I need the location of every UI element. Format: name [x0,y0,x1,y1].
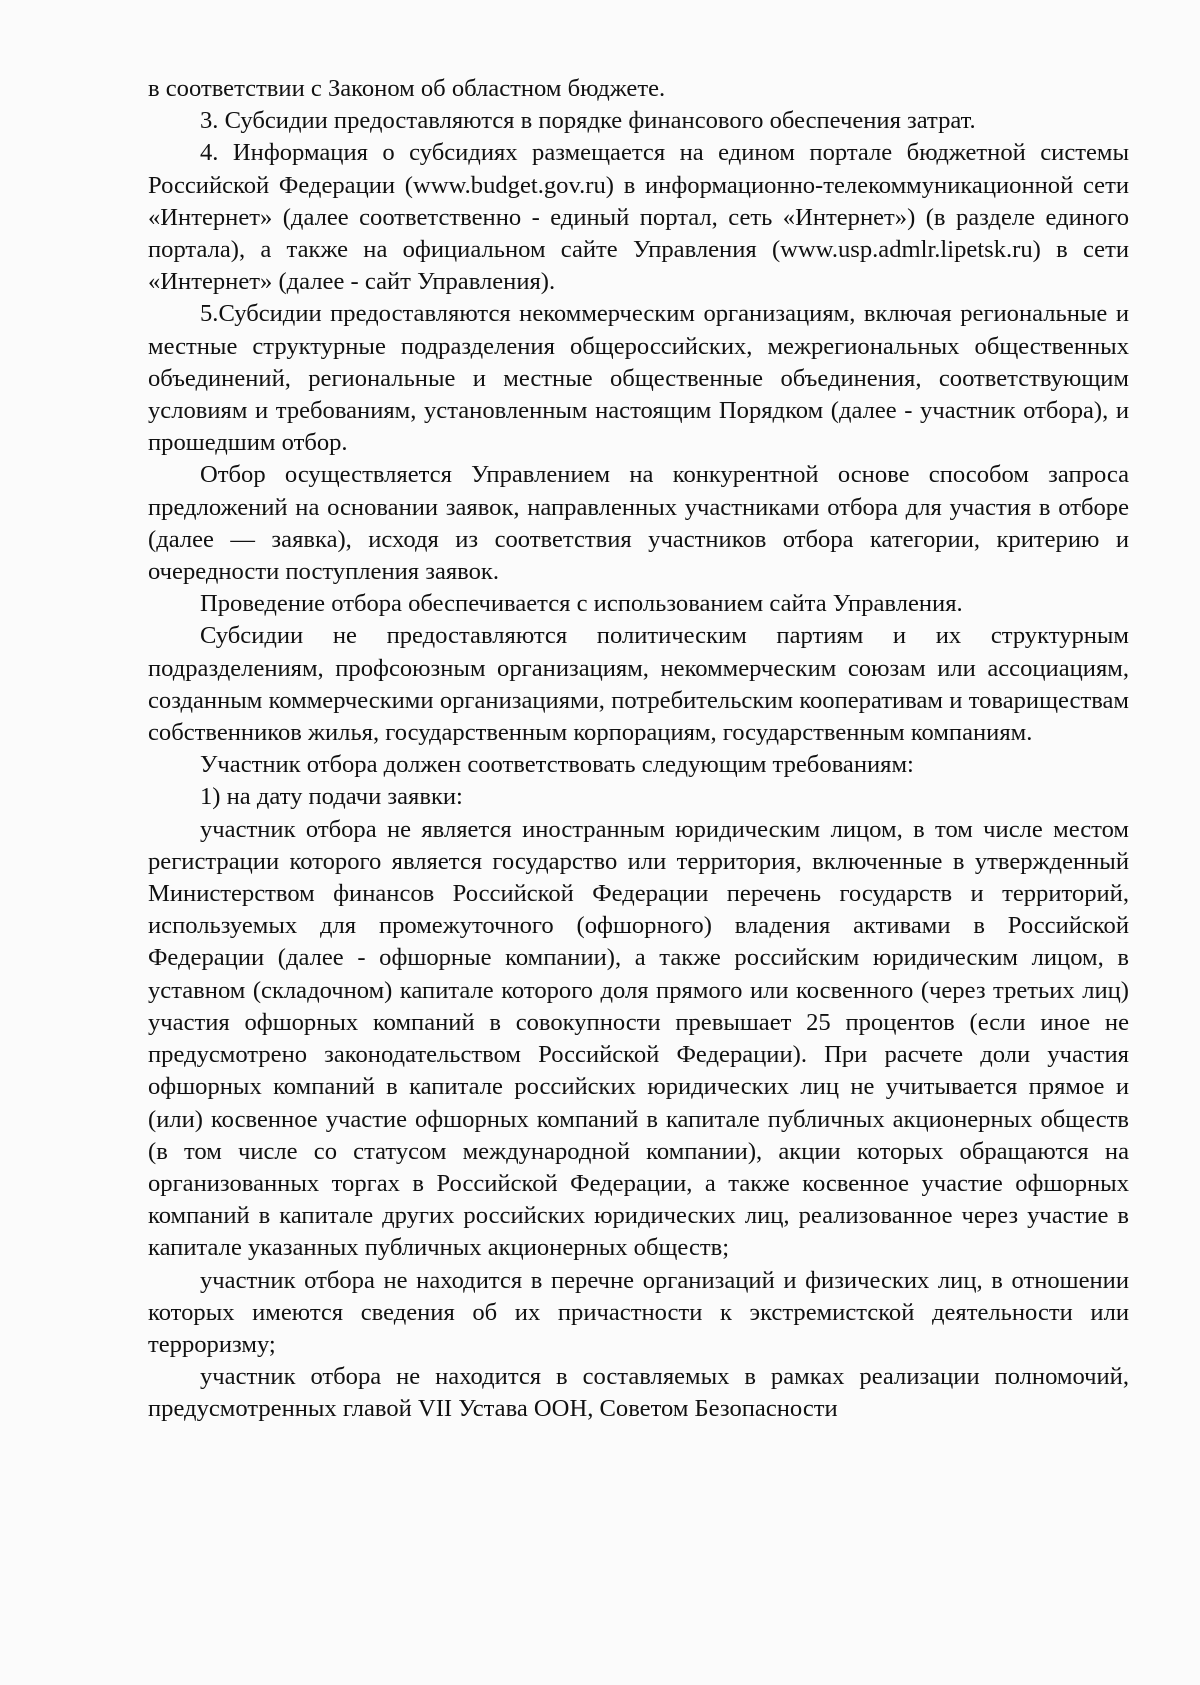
document-body [148,73,1129,1426]
paragraph-3-financing: 3. Субсидии предоставляются в порядке финансового обеспечения затрат. [200,107,976,135]
paragraph-requirements-intro: Участник отбора должен соответствовать следующим требованиям: [200,751,914,779]
paragraph-selection-method: Отбор осуществляется Управлением на конкурентной основе способом запроса предложений на основании заявок, направленных участниками отбора для участия в отборе (далее — заявка), исходя из соответствия участников отбора категории, критерию и очередности поступления заявок. [148,461,1129,586]
paragraph-selection-website: Проведение отбора обеспечивается с использованием сайта Управления. [200,590,963,618]
paragraph-exclusions: Субсидии не предоставляются политическим партиям и их структурным подразделениям, профсоюзным организациям, некоммерческим союзам или ассоциациям, созданным коммерческими организациями, потребительским кооперативам и товариществам собственников жилья, государственным корпорациям, государственным компаниям. [148,622,1129,747]
paragraph-offshore: участник отбора не является иностранным юридическим лицом, в том числе местом регистрации которого является государство или территория, включенные в утвержденный Министерством финансов Российской Федерации перечень государств и территорий, используемых для промежуточного (офшорного) владения активами в Российской Федерации (далее - офшорные компании), а также российским юридическим лицом, в уставном (складочном) капитале которого доля прямого или косвенного (через третьих лиц) участия офшорных компаний в совокупности превышает 25 процентов (если иное не предусмотрено законодательством Российской Федерации). При расчете доли участия офшорных компаний в капитале российских юридических лиц не учитывается прямое и (или) косвенное участие офшорных компаний в капитале публичных акционерных обществ (в том числе со статусом международной компании), акции которых обращаются на организованных торгах в Российской Федерации, а также косвенное участие офшорных компаний в капитале других российских юридических лиц, реализованное через участие в капитале указанных публичных акционерных обществ; [148,815,1129,1262]
paragraph-un-lists: участник отбора не находится в составляемых в рамках реализации полномочий, предусмотренных главой VII Устава ООН, Советом Безопасности [148,1363,1129,1423]
paragraph-item-1: 1) на дату подачи заявки: [200,783,463,811]
paragraph-extremism: участник отбора не находится в перечне организаций и физических лиц, в отношении которых имеются сведения об их причастности к экстремистской деятельности или терроризму; [148,1266,1129,1358]
paragraph-5-recipients: 5.Субсидии предоставляются некоммерческим организациям, включая региональные и местные структурные подразделения общероссийских, межрегиональных общественных объединений, региональные и местные общественные объединения, соответствующим условиям и требованиям, установленным настоящим Порядком (далее - участник отбора), и прошедшим отбор. [148,300,1129,457]
paragraph-budget-law: в соответствии с Законом об областном бюджете. [148,75,666,102]
paragraph-4-information: 4. Информация о субсидиях размещается на едином портале бюджетной системы Российской Федерации (www.budget.gov.ru) в информационно-телекоммуникационной сети «Интернет» (далее соответственно - единый портал, сеть «Интернет») (в разделе единого портала), а также на официальном сайте Управления (www.usp.admlr.lipetsk.ru) в сети «Интернет» (далее - сайт Управления). [148,139,1129,296]
